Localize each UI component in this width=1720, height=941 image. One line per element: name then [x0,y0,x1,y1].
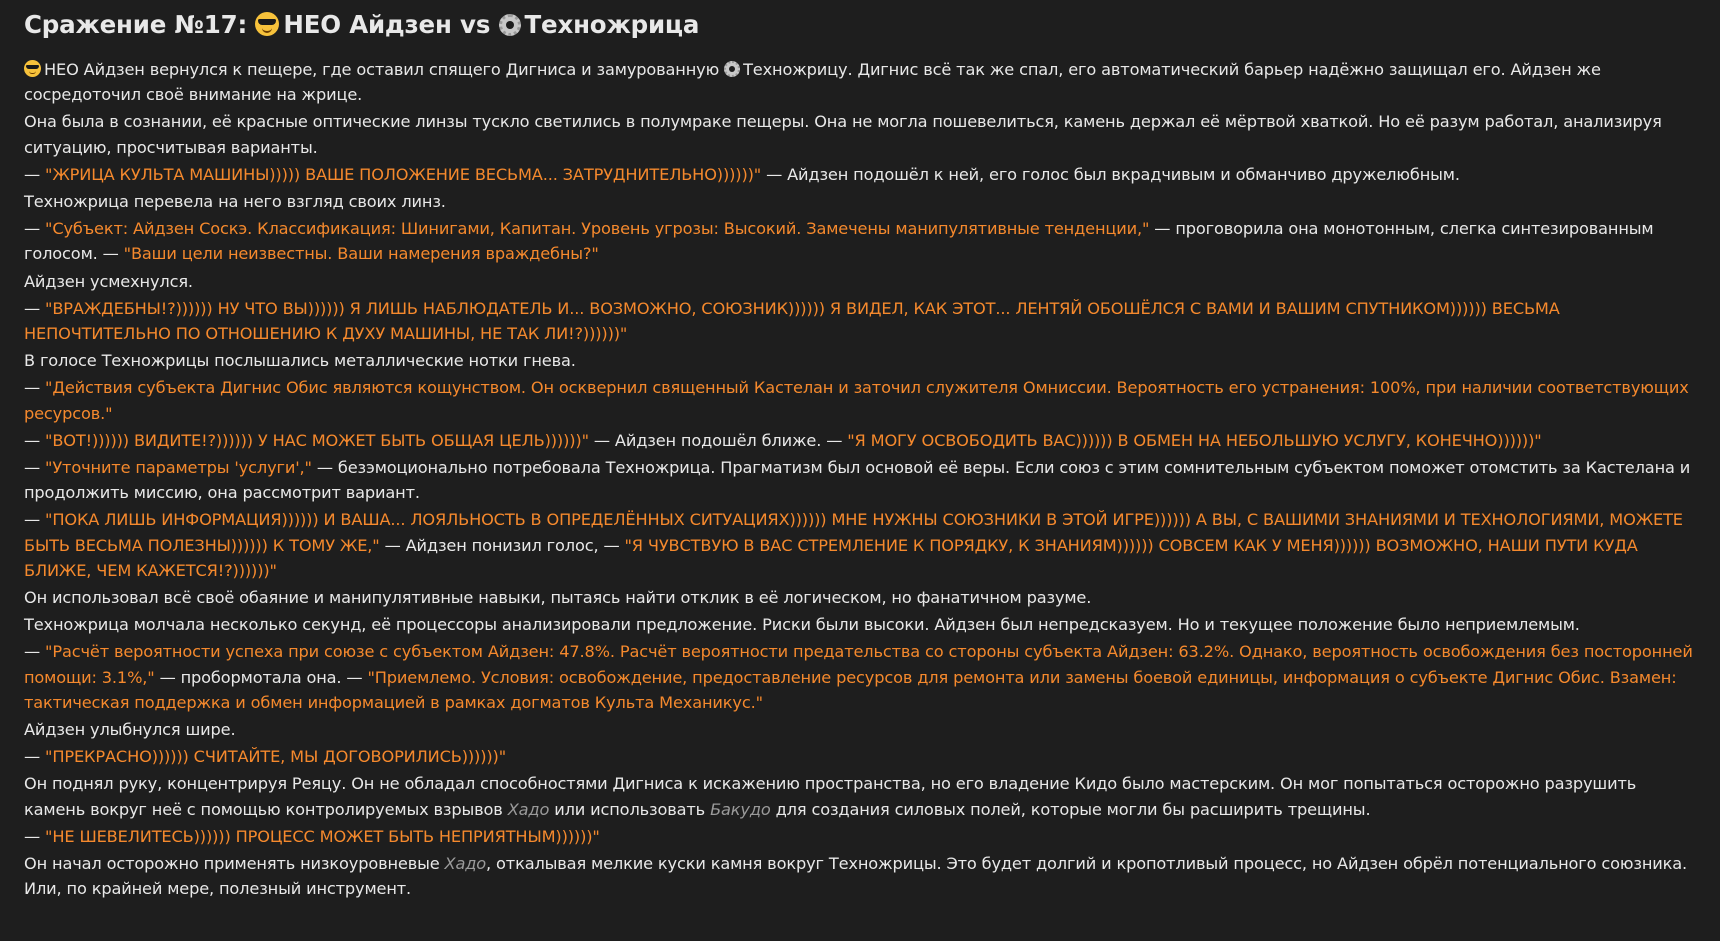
title-name2: Техножрица [524,10,700,39]
term-text: Хадо [507,799,550,819]
narration-text: — [24,510,46,530]
story-paragraph [24,744,1696,769]
narration-text: — [24,298,46,318]
story-paragraph [24,269,1696,294]
term-text: Бакудо [710,799,771,819]
narration-text: — [24,219,46,239]
sunglasses-face-icon [255,12,279,36]
narration-text: , откалывая мелкие куски камня вокруг Техножрицы. Это будет долгий и кропотливый процесс, но Айдзен обрёл потенциального союзника. Или, по крайней мере, полезный инструмент. [24,854,1688,899]
story-paragraph [24,428,1696,453]
story-paragraph [24,851,1696,901]
story-paragraph [24,162,1696,187]
narration-text: Он поднял руку, концентрируя Реяцу. Он не обладал способностями Дигниса к искажению пространства, но его владение Кидо было мастерским. Он мог попытаться осторожно разрушить камень вокруг неё с помощью контролируемых взрывов [24,774,1637,819]
story-paragraph [24,612,1696,637]
narration-text: — пробормотала она. — [154,667,368,687]
narration-text: — проговорила она монотонным, слегка синтезированным голосом. — [24,219,1654,264]
dialogue-text: "ПОКА ЛИШЬ ИНФОРМАЦИЯ)))))) И ВАША... ЛОЯЛЬНОСТЬ В ОПРЕДЕЛЁННЫХ СИТУАЦИЯХ)))))) МНЕ НУЖНЫ СОЮЗНИКИ В ЭТОЙ ИГРЕ)))))) А ВЫ, С ВАШИМИ ЗНАНИЯМИ И ТЕХНОЛОГИЯМИ, МОЖЕТЕ БЫТЬ ВЕСЬМА ПОЛЕЗНЫ)))))) К ТОМУ ЖЕ," [24,510,1683,555]
narration-text: Айдзен улыбнулся шире. [24,720,236,740]
dialogue-text: "ПРЕКРАСНО)))))) СЧИТАЙТЕ, МЫ ДОГОВОРИЛИСЬ))))))" [45,747,507,767]
narration-text: — [24,430,46,450]
narration-text: — [24,164,46,184]
narration-text: — [24,458,46,478]
narration-text: — [24,378,46,398]
dialogue-text: "Субъект: Айдзен Соскэ. Классификация: Шинигами, Капитан. Уровень угрозы: Высокий. Замечены манипулятивные тенденции," [45,219,1150,239]
story-paragraph [24,296,1696,346]
story-paragraph [24,455,1696,505]
narration-text: Он использовал всё своё обаяние и манипулятивные навыки, пытаясь найти отклик в её логическом, но фанатичном разуме. [24,588,1092,608]
narration-text: НЕО Айдзен вернулся к пещере, где оставил спящего Дигниса и замурованную [44,60,725,79]
dialogue-text: "ЖРИЦА КУЛЬТА МАШИНЫ))))) ВАШЕ ПОЛОЖЕНИЕ ВЕСЬМА... ЗАТРУДНИТЕЛЬНО))))))" [45,164,762,184]
narration-text: — Айдзен понизил голос, — [379,535,625,555]
story-paragraph [24,216,1696,266]
story-paragraph [24,585,1696,610]
narration-text: — безэмоционально потребовала Техножрица. Прагматизм был основой её веры. Если союз с этим сомнительным субъектом поможет отомстить за Кастелана и продолжить миссию, она рассмотрит вариант. [24,458,1691,503]
narration-text: В голосе Техножрицы послышались металлические нотки гнева. [24,351,576,371]
dialogue-text: "Я ЧУВСТВУЮ В ВАС СТРЕМЛЕНИЕ К ПОРЯДКУ, К ЗНАНИЯМ)))))) СОВСЕМ КАК У МЕНЯ)))))) ВОЗМОЖНО, НАШИ ПУТИ КУДА БЛИЖЕ, ЧЕМ КАЖЕТСЯ!?))))))" [24,535,1638,580]
dialogue-text: "ВОТ!)))))) ВИДИТЕ!?)))))) У НАС МОЖЕТ БЫТЬ ОБЩАЯ ЦЕЛЬ))))))" [45,430,589,450]
story-paragraph [24,348,1696,373]
story-paragraph [24,507,1696,583]
story-paragraph [24,771,1696,821]
gear-icon [499,14,521,36]
narration-text: или использовать [549,799,711,819]
dialogue-text: "НЕ ШЕВЕЛИТЕСЬ)))))) ПРОЦЕСС МОЖЕТ БЫТЬ НЕПРИЯТНЫМ))))))" [45,826,600,846]
story-paragraph [24,717,1696,742]
story-paragraph [24,375,1696,425]
story-paragraph [24,824,1696,849]
title-vs: vs [460,10,491,39]
narration-text: для создания силовых полей, которые могли бы расширить трещины. [770,799,1371,819]
dialogue-text: "Ваши цели неизвестны. Ваши намерения враждебны?" [123,244,599,264]
narration-text: Айдзен усмехнулся. [24,271,193,291]
story-paragraph [24,109,1696,159]
narration-text: Она была в сознании, её красные оптические линзы тускло светились в полумраке пещеры. Она не могла пошевелиться, камень держал её мёртвой хваткой. Но её разум работал, анализируя ситуацию, просчитывая варианты. [24,112,1662,157]
term-text: Хадо [444,854,487,874]
dialogue-text: "ВРАЖДЕБНЫ!?)))))) НУ ЧТО ВЫ)))))) Я ЛИШЬ НАБЛЮДАТЕЛЬ И... ВОЗМОЖНО, СОЮЗНИК)))))) Я ВИДЕЛ, КАК ЭТОТ... ЛЕНТЯЙ ОБОШЁЛСЯ С ВАМИ И ВАШИМ СПУТНИКОМ)))))) ВЕСЬМА НЕПОЧТИТЕЛЬНО ПО ОТНОШЕНИЮ К ДУХУ МАШИНЫ, НЕ ТАК ЛИ!?))))))" [24,298,1560,344]
story-text [24,57,1696,902]
narration-text: Техножрица молчала несколько секунд, её процессоры анализировали предложение. Риски были высоки. Айдзен был непредсказуем. Но и текущее положение было неприемлемым. [24,615,1580,635]
narration-text: — [24,747,46,767]
narration-text: — Айдзен подошёл к ней, его голос был вкрадчивым и обманчиво дружелюбным. [761,164,1460,184]
gear-icon [724,61,740,77]
dialogue-text: "Действия субъекта Дигнис Обис являются кощунством. Он осквернил священный Кастелан и заточил служителя Омниссии. Вероятность его устранения: 100%, при наличии соответствующих ресурсов." [24,378,1689,423]
narration-text: Он начал осторожно применять низкоуровневые [24,854,445,874]
story-paragraph [24,189,1696,214]
narration-text: Техножрица перевела на него взгляд своих линз. [24,192,446,212]
dialogue-text: "Уточните параметры 'услуги'," [45,458,312,478]
title-name1: НЕО Айдзен [283,10,452,39]
page-title [24,8,1696,41]
sunglasses-face-icon [24,60,41,77]
narration-text: — [24,642,46,662]
story-paragraph [24,57,1696,107]
narration-text: Техножрицу. Дигнис всё так же спал, его автоматический барьер надёжно защищал его. Айдзен же сосредоточил своё внимание на жрице. [24,60,1601,105]
narration-text: — [24,826,46,846]
dialogue-text: "Расчёт вероятности успеха при союзе с субъектом Айдзен: 47.8%. Расчёт вероятности предательства со стороны субъекта Айдзен: 63.2%. Однако, вероятность освобождения без посторонней помощи: 3.1%," [24,642,1693,687]
title-prefix: Сражение №17: [24,10,248,39]
narration-text: — Айдзен подошёл ближе. — [588,430,848,450]
dialogue-text: "Приемлемо. Условия: освобождение, предоставление ресурсов для ремонта или замены боевой единицы, информация о субъекте Дигнис Обис. Взамен: тактическая поддержка и обмен информацией в рамках догматов Культа Механикус." [24,667,1677,712]
story-paragraph [24,639,1696,715]
dialogue-text: "Я МОГУ ОСВОБОДИТЬ ВАС)))))) В ОБМЕН НА НЕБОЛЬШУЮ УСЛУГУ, КОНЕЧНО))))))" [847,430,1542,450]
